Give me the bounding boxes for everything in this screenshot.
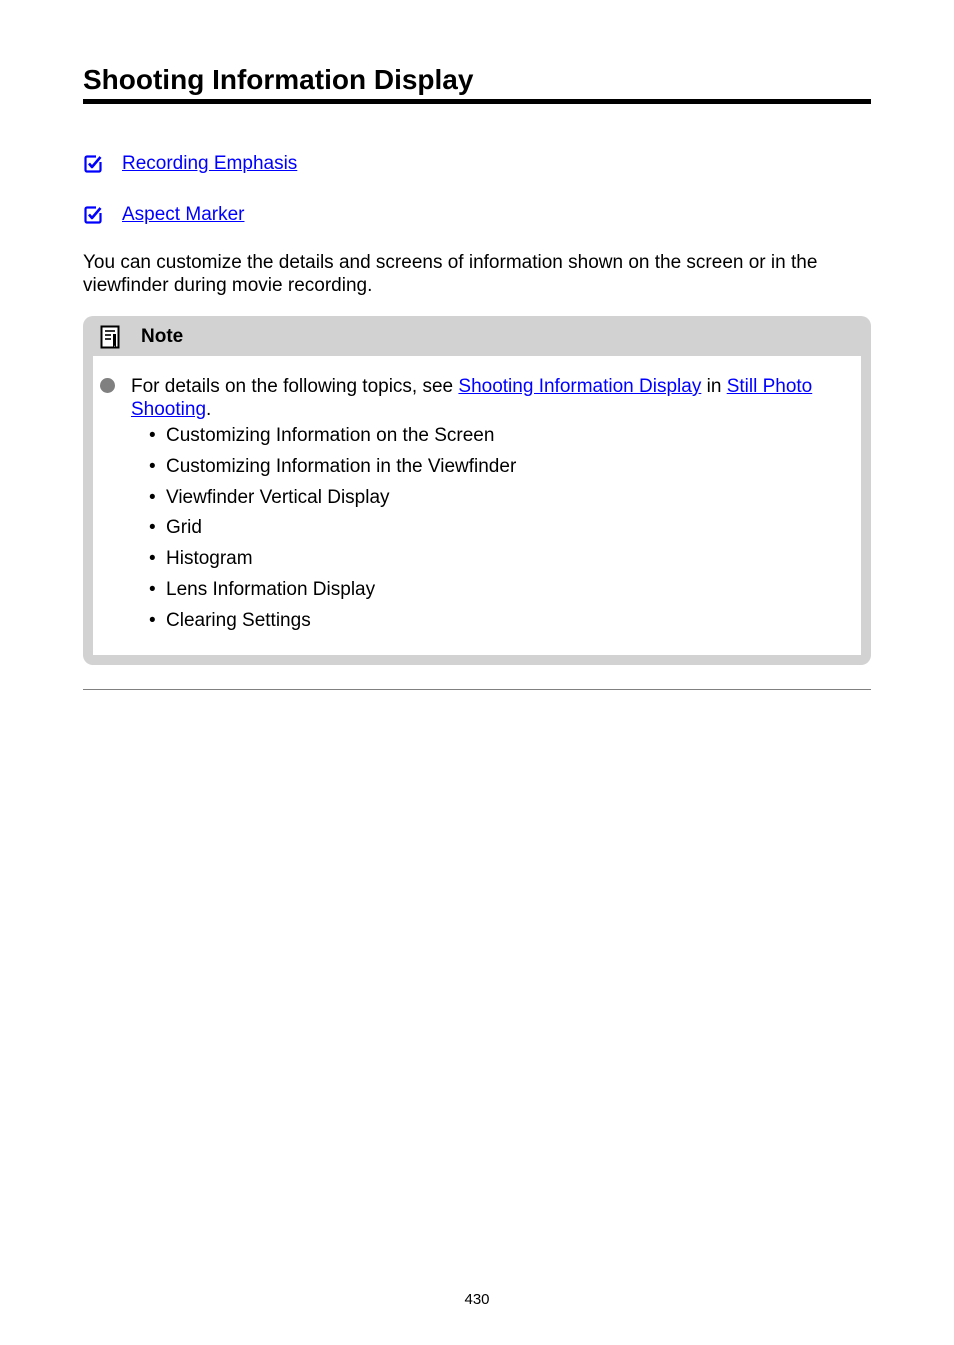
bullet-circle-icon [100, 378, 115, 393]
list-item [149, 516, 516, 547]
list-item-text: Customizing Information on the Screen [166, 425, 495, 446]
intro-paragraph: You can customize the details and screens of information shown on the screen or in the viewfinder during movie recording. [83, 252, 818, 296]
list-item [149, 609, 516, 640]
bullet-dot: • [149, 517, 156, 539]
bullet-dot: • [149, 425, 156, 446]
note-body [93, 356, 861, 655]
toc-link[interactable]: Aspect Marker [122, 204, 245, 225]
bullet-dot: • [149, 455, 156, 477]
list-item [149, 424, 516, 455]
link-shooting-information-display[interactable]: Shooting Information Display [458, 376, 702, 397]
note-text [131, 375, 851, 421]
list-item-text: Lens Information Display [166, 578, 376, 600]
toc-link[interactable]: Recording Emphasis [122, 153, 298, 174]
title-rule [83, 99, 871, 104]
link-still-photo-shooting[interactable]: Still Photo Shooting [131, 376, 813, 420]
list-item-text: Customizing Information in the Viewfinder [166, 455, 517, 477]
checkbox-pencil-icon [83, 154, 103, 174]
memo-icon [100, 325, 120, 349]
toc-item-recording-emphasis[interactable] [83, 152, 297, 176]
list-item-text: Histogram [166, 548, 253, 570]
list-item [149, 578, 516, 609]
bullet-dot: • [149, 548, 156, 570]
list-item [149, 455, 516, 486]
page-title: Shooting Information Display [83, 64, 474, 95]
section-divider [83, 689, 871, 690]
list-item-text: Clearing Settings [166, 609, 311, 631]
note-text-before: For details on the following topics, see [131, 376, 459, 397]
list-item [149, 486, 516, 517]
note-text-after: . [206, 399, 212, 420]
checkbox-pencil-icon [83, 205, 103, 225]
topic-list [149, 424, 516, 640]
bullet-dot: • [149, 609, 156, 631]
note-box [83, 316, 871, 665]
page-number: 430 [464, 1291, 490, 1308]
note-text-middle: in [701, 376, 727, 397]
list-item-text: Grid [166, 517, 202, 539]
toc-item-aspect-marker[interactable] [83, 203, 244, 227]
bullet-dot: • [149, 486, 156, 508]
list-item [149, 547, 516, 578]
bullet-dot: • [149, 578, 156, 600]
note-label: Note [141, 326, 184, 347]
list-item-text: Viewfinder Vertical Display [166, 486, 390, 508]
